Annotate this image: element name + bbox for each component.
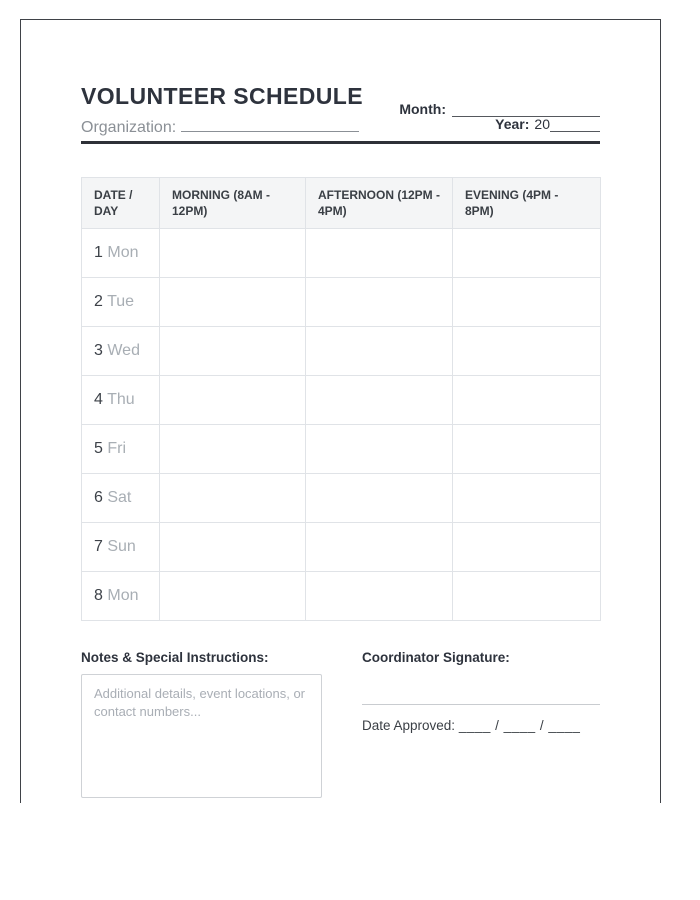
morning-slot-cell	[160, 522, 306, 571]
date-day-cell	[82, 571, 160, 620]
date-day-cell	[82, 326, 160, 375]
form-page	[20, 19, 661, 803]
date-number: 7	[94, 537, 103, 555]
notes-textarea[interactable]	[81, 674, 322, 798]
month-line	[399, 101, 600, 117]
column-header: AFTERNOON (12PM - 4PM)	[306, 177, 453, 228]
evening-slot-cell	[453, 326, 601, 375]
date-number: 6	[94, 488, 103, 506]
date-day-cell	[82, 375, 160, 424]
table-row	[82, 424, 601, 473]
morning-slot-cell	[160, 326, 306, 375]
date-number: 1	[94, 243, 103, 261]
afternoon-slot-cell	[306, 277, 453, 326]
afternoon-slot-cell	[306, 326, 453, 375]
organization-label: Organization:	[81, 118, 177, 136]
date-day-cell	[82, 473, 160, 522]
table-row	[82, 326, 601, 375]
day-name: Tue	[107, 292, 135, 310]
evening-slot-cell	[453, 228, 601, 277]
signature-fill-line	[362, 704, 600, 705]
organization-fill-blank	[181, 117, 359, 132]
date-day-cell	[82, 424, 160, 473]
date-day-cell	[82, 228, 160, 277]
date-number: 4	[94, 390, 103, 408]
afternoon-slot-cell	[306, 228, 453, 277]
day-name: Sat	[107, 488, 132, 506]
column-header: DATE / DAY	[82, 177, 160, 228]
morning-slot-cell	[160, 277, 306, 326]
year-fill-blank	[550, 118, 600, 132]
evening-slot-cell	[453, 277, 601, 326]
month-label: Month:	[399, 101, 446, 117]
day-name: Mon	[107, 586, 139, 604]
day-name: Thu	[107, 390, 135, 408]
date-day-cell	[82, 522, 160, 571]
morning-slot-cell	[160, 375, 306, 424]
schedule-table-body	[82, 228, 601, 620]
table-row	[82, 571, 601, 620]
table-row	[82, 522, 601, 571]
afternoon-slot-cell	[306, 522, 453, 571]
morning-slot-cell	[160, 571, 306, 620]
afternoon-slot-cell	[306, 571, 453, 620]
signature-column	[362, 650, 600, 798]
date-number: 8	[94, 586, 103, 604]
evening-slot-cell	[453, 522, 601, 571]
morning-slot-cell	[160, 424, 306, 473]
afternoon-slot-cell	[306, 473, 453, 522]
date-number: 3	[94, 341, 103, 359]
date-number: 5	[94, 439, 103, 457]
date-approved-blanks: ____ / ____ / ____	[458, 717, 581, 733]
date-number: 2	[94, 292, 103, 310]
table-row	[82, 228, 601, 277]
column-header: MORNING (8AM - 12PM)	[160, 177, 306, 228]
morning-slot-cell	[160, 473, 306, 522]
footer-section	[81, 650, 600, 798]
year-prefix: 20	[534, 116, 550, 132]
date-day-cell	[82, 277, 160, 326]
date-approved-label: Date Approved:	[362, 717, 456, 733]
notes-label: Notes & Special Instructions:	[81, 649, 269, 665]
schedule-table-head-row	[82, 177, 601, 228]
evening-slot-cell	[453, 571, 601, 620]
header-divider-rule	[81, 141, 600, 144]
month-fill-blank	[452, 103, 600, 117]
schedule-table-head	[82, 177, 601, 228]
table-row	[82, 473, 601, 522]
column-header: EVENING (4PM - 8PM)	[453, 177, 601, 228]
day-name: Mon	[107, 243, 139, 261]
morning-slot-cell	[160, 228, 306, 277]
day-name: Sun	[107, 537, 136, 555]
table-row	[82, 277, 601, 326]
year-line	[495, 116, 600, 132]
afternoon-slot-cell	[306, 375, 453, 424]
evening-slot-cell	[453, 424, 601, 473]
schedule-table	[81, 177, 601, 621]
day-name: Fri	[107, 439, 127, 457]
coordinator-signature-label: Coordinator Signature:	[362, 649, 510, 665]
notes-column	[81, 650, 322, 798]
year-label: Year:	[495, 116, 530, 132]
page-title: VOLUNTEER SCHEDULE	[81, 83, 363, 109]
date-approved-line	[362, 718, 600, 733]
day-name: Wed	[107, 341, 140, 359]
evening-slot-cell	[453, 375, 601, 424]
table-row	[82, 375, 601, 424]
form-header	[81, 20, 600, 137]
afternoon-slot-cell	[306, 424, 453, 473]
evening-slot-cell	[453, 473, 601, 522]
